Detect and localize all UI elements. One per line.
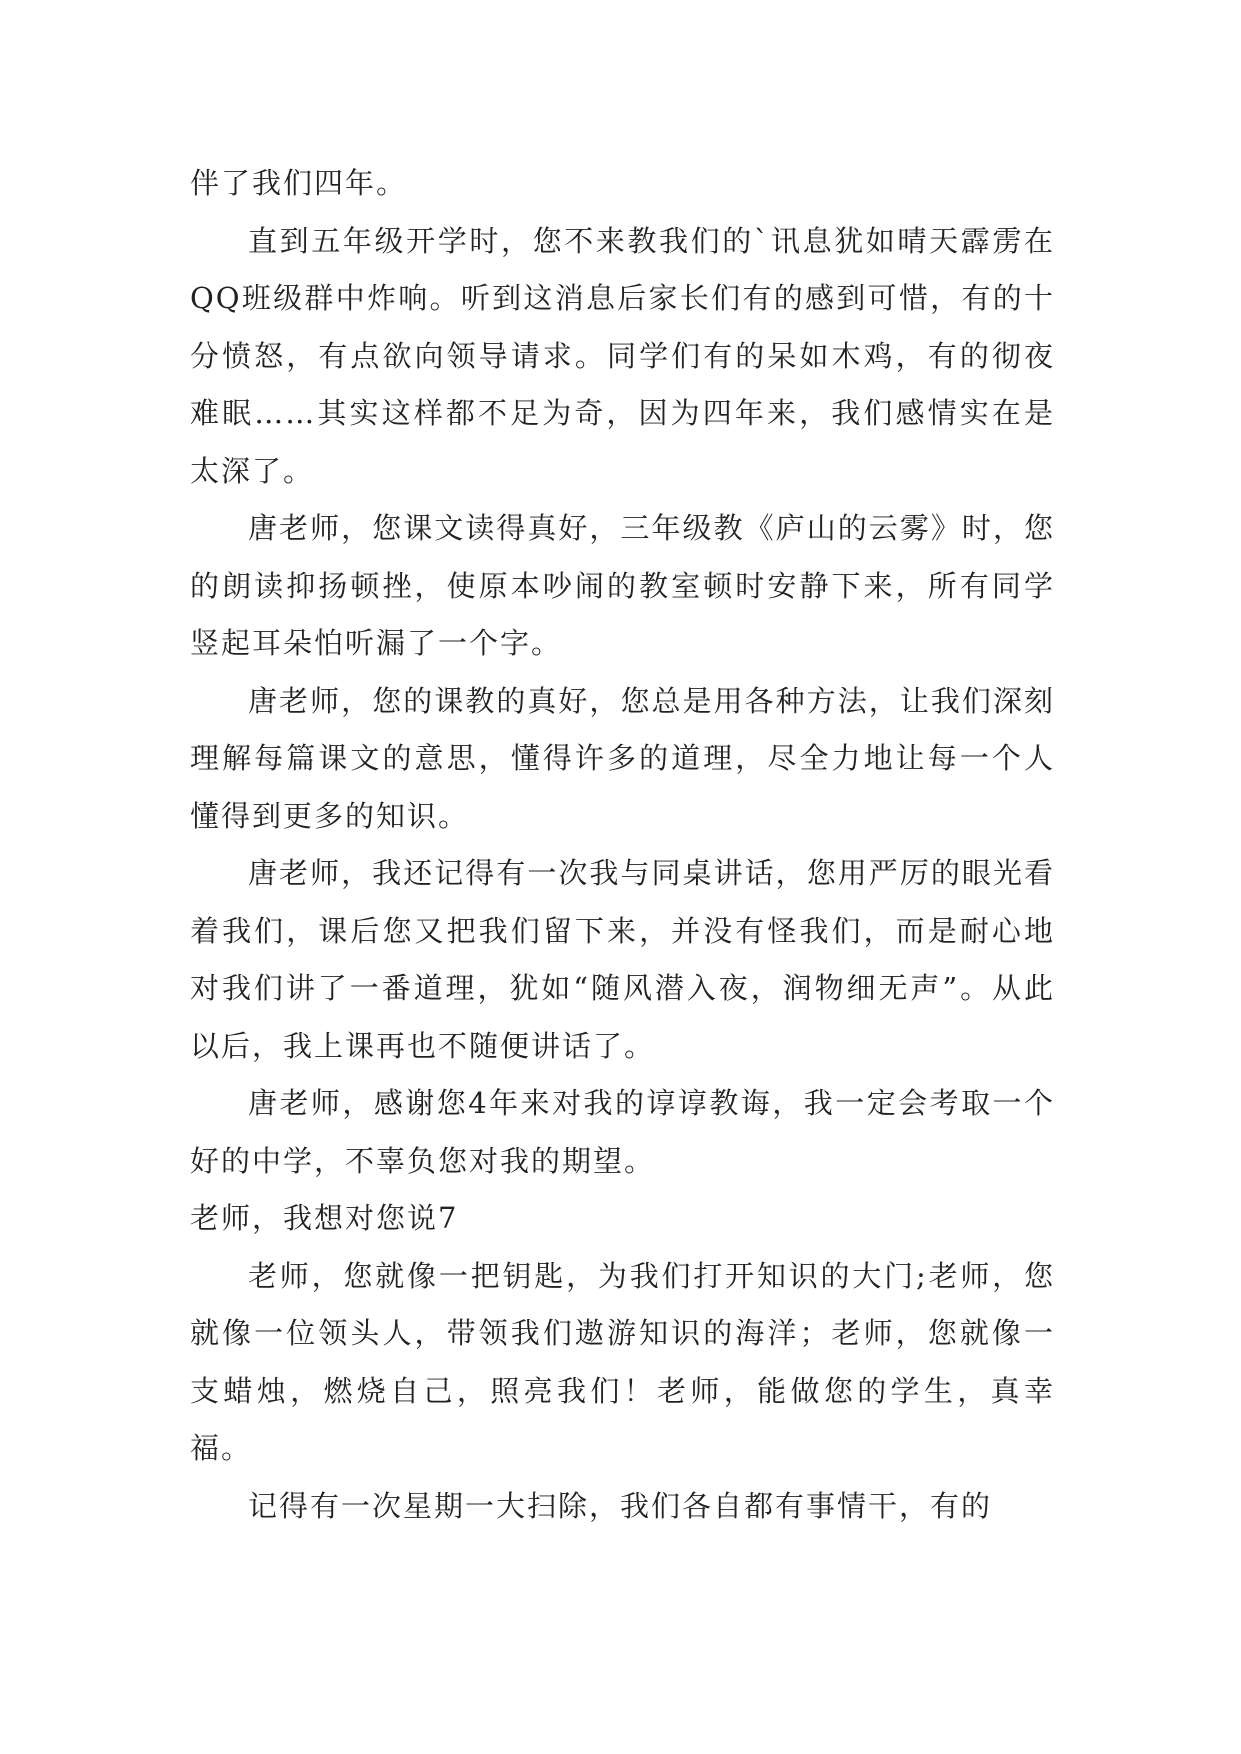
paragraph: 唐老师，您课文读得真好，三年级教《庐山的云雾》时，您的朗读抑扬顿挫，使原本吵闹的教室顿时安静下来，所有同学竖起耳朵怕听漏了一个字。	[190, 511, 1055, 660]
document-page	[190, 155, 1055, 1535]
paragraph: 老师，您就像一把钥匙，为我们打开知识的大门;老师，您就像一位领头人，带领我们遨游知识的海洋；老师，您就像一支蜡烛，燃烧自己，照亮我们！老师，能做您的学生，真幸福。	[190, 1258, 1055, 1465]
paragraph: 唐老师，感谢您4年来对我的谆谆教诲，我一定会考取一个好的中学，不辜负您对我的期望。	[190, 1086, 1055, 1178]
paragraph: 伴了我们四年。	[190, 166, 408, 200]
paragraph: 唐老师，您的课教的真好，您总是用各种方法，让我们深刻理解每篇课文的意思，懂得许多的道理，尽全力地让每一个人懂得到更多的知识。	[190, 683, 1055, 833]
section-heading: 老师，我想对您说7	[190, 1201, 459, 1235]
paragraph: 直到五年级开学时，您不来教我们的`讯息犹如晴天霹雳在QQ班级群中炸响。听到这消息后家长们有的感到可惜，有的十分愤怒，有点欲向领导请求。同学们有的呆如木鸡，有的彻夜难眠……其实这样都不足为奇，因为四年来，我们感情实在是太深了。	[190, 223, 1055, 488]
paragraph: 记得有一次星期一大扫除，我们各自都有事情干，有的	[248, 1488, 993, 1523]
paragraph: 唐老师，我还记得有一次我与同桌讲话，您用严厉的眼光看着我们，课后您又把我们留下来，并没有怪我们，而是耐心地对我们讲了一番道理，犹如“随风潜入夜，润物细无声”。从此以后，我上课再也不随便讲话了。	[190, 856, 1055, 1063]
